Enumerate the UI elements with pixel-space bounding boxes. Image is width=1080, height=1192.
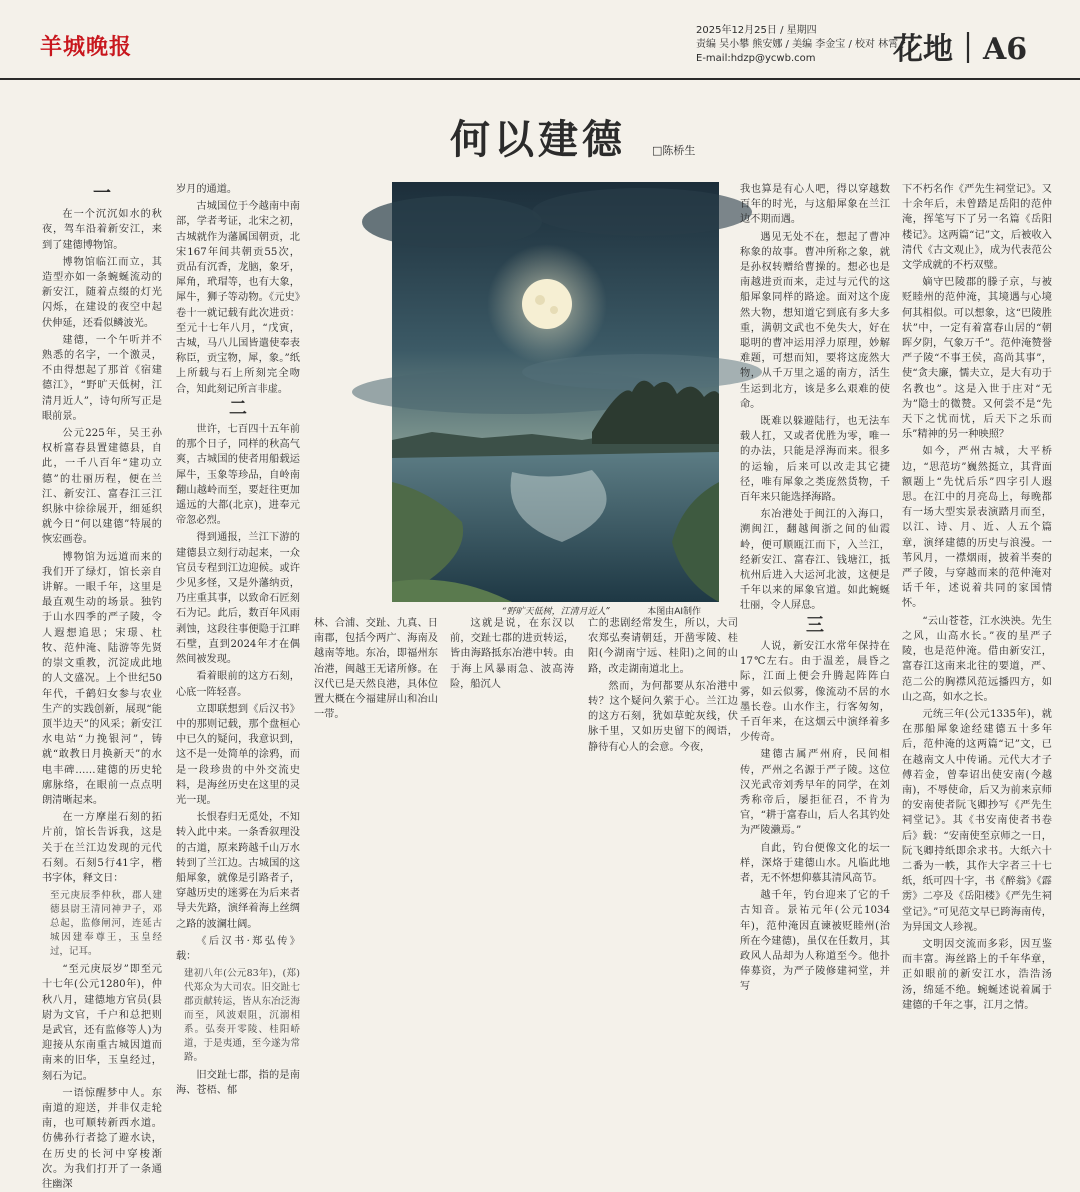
- paragraph: 我也算是有心人吧，得以穿越数百年的时光，与这船犀象在兰江边不期而遇。: [740, 184, 890, 226]
- section-mark-3: 三: [806, 614, 824, 636]
- article-byline: □陈桥生: [652, 144, 696, 157]
- article-title: 何以建德: [450, 116, 626, 163]
- moon: [522, 279, 572, 329]
- email-line[interactable]: E-mail:hdzp@ycwb.com: [696, 53, 816, 64]
- moon-river-artwork: [392, 182, 719, 602]
- paragraph: 林、合浦、交趾、九真、日南郡，包括今两广、海南及越南等地。东冶，即福州东冶港，闽越王无诸所修。在汉代已是天然良港，具体位置大概在今福建屏山和冶山一带。: [314, 618, 438, 721]
- paragraph: 遇见无处不在，想起了曹冲称象的故事。曹冲所称之象，就是孙权转赠给曹操的。想必也是南越进贡而来，走过与元代的这船犀象同样的路途。面对这个庞然大物，想知道它到底有多大多重，满朝文武也不免失大，好在聪明的曹冲运用浮力原理，妙解难题，可想而知，要将这庞然大物，从千万里之遥的南方，活生生运到北方，该是多么艰难的使命。: [740, 231, 890, 410]
- moonlit-river-illustration: [392, 182, 719, 602]
- paragraph: “至元庚辰岁”即至元十七年(公元1280年)，仲秋八月，建德地方官员(县尉为文官，千户和总把则是武官，还有监修等人)为迎接从东南重古城因道而南来的旧华，玉皇经过，刻石为记。: [42, 964, 162, 1082]
- paragraph: 越千年，钓台迎来了它的千古知音。景祐元年(公元1034年)，范仲淹因直谏被贬睦州(治所在今建德)，虽仅在任数月，其政风人品却为人称道至今。他扑俸募资，为严子陵修建祠堂，并写: [740, 890, 890, 993]
- paragraph: 如今，严州古城，大平桥边，“思范坊”巍然挺立，其背面额题上“先忧后乐”四字引人遐思。在江中的月亮岛上，每晚都有一场大型实景表演踏月而至，以江、诗、月、近、人五个篇章，演绎建德的历史与浪漫。一苇风月，一襟烟雨，披着半奏的严子陵，与穿越而来的范仲淹对话千年，述说着共同的家国情怀。: [902, 446, 1052, 610]
- paragraph: 岁月的通道。: [176, 184, 238, 195]
- text-column-2: [176, 182, 300, 1097]
- paragraph: 公元225年，吴王孙权析富春县置建德县，自此，一千八百年“建功立德”的壮丽历程，便在兰江、新安江、富春江三江织脉中徐徐展开，细延织就今日“何以建德”特展的恢宏画卷。: [42, 428, 162, 546]
- caption-text: “野旷天低树，江清月近人”: [502, 607, 611, 617]
- paragraph: 自此，钓台便像文化的坛一样，深烙于建德山水。凡临此地者，无不怀想仰慕其清风高节。: [740, 842, 890, 884]
- section-mark-2: 二: [229, 397, 247, 419]
- paragraph: 下不朽名作《严先生祠堂记》。又十余年后，未曾踏足岳阳的范仲淹，挥笔写下了另一名篇《岳阳楼记》。这两篇“记”文，后被收入清代《古文观止》，成为代表范公文学成就的不朽双璧。: [902, 184, 1052, 272]
- paragraph: 古城国位于今越南中南部，学者考证，北宋之初，古城就作为藩属国朝贡，北宋167年间共朝贡55次，贡品有沉香，龙脑，象牙，犀角，玳瑁等，也有大象，犀牛，狮子等动物。《元史》卷十一就记载有此次进贡：至元十七年八月，“戊寅，古城，马八儿国皆遣使奉表称臣，贡宝物，犀，象。”纸上所载与石上所刻完全吻合，知此刻记所言非虚。: [176, 201, 300, 395]
- paragraph: 博物馆为远道而来的我们开了绿灯，馆长亲自讲解。一眼千年，这里是最直观生动的场景。独钓于山水四季的严子陵，令人遐想追思；宋璟、杜牧、范仲淹、陆游等先贤的崇文重教，沉淀成此地的人文盛况。上个世纪50年代，千鹤妇女参与农业生产的实践创新，展现“能顶半边天”的风采；新安江水电站“力挽银河”，铸就“敢教日月换新天”的水电丰碑……建德的历史轮廓脉络，在眼前一点点明朗清晰起来。: [42, 551, 162, 806]
- paragraph: 东冶港处于闽江的入海口，溯闽江，翻越闽浙之间的仙霞岭，便可顺瓯江而下，入兰江，经新安江、富春江、钱塘江，抵杭州后进入大运河北波，这便是千年以来的犀象官道。如此蜿蜒壮丽，令人屏息。: [740, 509, 890, 612]
- paragraph: 长恨春归无觅处，不知转入此中来。一条香叙理没的古道，原来跨越千山万水转到了兰江边。古城国的这船犀象，就像是引路者子，穿越历史的迷雾在为后来者导夫先路，演绎着海上丝绸之路的波澜壮阔。: [176, 812, 300, 930]
- paragraph: 在一方摩崖石刻的拓片前，馆长告诉我，这是关于在兰江边发现的元代石刻。石刻5行41字，楷书字体，释文日：: [42, 812, 162, 884]
- editors-line: 责编 吴小攀 熊安娜 / 美编 李金宝 / 校对 林霄: [696, 39, 899, 50]
- section-mark-1: 一: [93, 183, 111, 204]
- inscription-quote: 至元庚辰季仲秋，郡人建德县尉王清同神尹子，邓总起，监修闸河，连延古城因建奉尊王，玉皇经过，记耳。: [50, 890, 162, 958]
- paragraph: 既难以躲避陆行，也无法车载人扛，又或者优胜为零，唯一的办法，只能是浮海而来。很多的运输，后来可以改走其它捷径，唯有犀象之类庞然货物，千百年来只能选择海路。: [740, 416, 890, 504]
- text-column-3: [314, 616, 574, 772]
- paragraph: 建德古属严州府，民间相传，严州之名源于严子陵。这位汉光武帝刘秀早年的同学，在刘秀称帝后，屡拒征召，不肯为官，“耕于富春山，后人名其钓处为严陵濑焉。”: [740, 749, 890, 837]
- paragraph: 人说，新安江水常年保持在17℃左右。由于温差，晨昏之际，江面上便会升腾起阵阵白雾，如云似雾，像流动不居的水墨长卷。山水作主，行客匆匆，千百年来，在这烟云中演绎着多少传奇。: [740, 640, 890, 744]
- history-quote: 建初八年(公元83年)，(郑)代郑众为大司农。旧交趾七郡贡献转运，皆从东冶泛海而至，风波艰阻，沉溺相系。弘奏开零陵、桂阳峤道，于是夷通，至今遂为常路。: [184, 968, 300, 1064]
- text-column-5: [740, 182, 890, 993]
- section-label: 花地｜A6: [893, 32, 1028, 67]
- text-column-4: [588, 616, 738, 772]
- paragraph: 元统三年(公元1335年)，就在那船犀象途经建德五十多年后，范仲淹的这两篇“记”文，已在越南文人中传诵。元代大才子傅若金，曾奉诏出使安南(今越南)，不辱使命，后又为前来京师的安南使者阮飞卿抄写《严先生祠堂记》。其《书安南使者书卷后》载：“安南使至京师之一日，阮飞卿持纸即余求书。大纸六十二番为一帙，其作大字者三十七纸，纸可四十字，书《醉翁》《霹雳》二亭及《岳阳楼》《严先生祠堂记》。”可见范文早已跨海南传，为异国文人珍视。: [902, 708, 1052, 933]
- paragraph: 在一个沉沉如水的秋夜，驾车沿着新安江，来到了建德博物馆。: [42, 209, 162, 251]
- paragraph: 嫡守巴陵郡的滕子京，与被贬睦州的范仲淹，其境遇与心境何其相似。可以想象，这“巴陵胜状”中，一定有着富春山居的“朝晖夕阴，气象万千”。范仲淹赞誉严子陵“不事王侯，高尚其事”，使“贪夫廉，懦夫立，是大有功于名教也”。这是入世于庄对“无为”隐士的微赞。又何尝不是“先天下之忧而忧，后天下之乐而乐”精神的另一种映照？: [902, 277, 1052, 441]
- paragraph: 亡的悲剧经常发生，所以，大司农郑弘奏请朝廷，开凿零陵、桂阳(今湖南宁远、桂阳)之间的山路，改走湖南道北上。: [588, 618, 738, 675]
- paragraph: 立即联想到《后汉书》中的那则记载，那个盘桓心中已久的疑问，我意识到，这不是一处简单的涂鸦，而是一段珍贵的中外交流史料，是海丝历史在这里的灵光一现。: [176, 703, 300, 806]
- newspaper-logo: 羊城晚报: [40, 34, 133, 60]
- paragraph: 得到通报，兰江下游的建德县立刻行动起来，一众官员专程到江边迎候。或许少见多怪，又是外藩纳贡，乃庄重其事，以致命石匠刻石为记。此后，数百年风雨剥蚀，这段往事便隐于江畔石壁，直到2024年才在偶然间被发现。: [176, 532, 300, 666]
- date-line: 2025年12月25日 / 星期四: [696, 25, 817, 36]
- paragraph: 《后汉书·郑弘传》载：: [176, 935, 300, 962]
- paragraph: 一语惊醒梦中人。东南道的迎送，并非仅走轮南，也可顺转新西水道。仿佛孙行者捻了避水诀，在历史的长河中穿梭渐次。为我们打开了一条通往幽深: [42, 1087, 162, 1190]
- paragraph: 然而，为何都要从东冶港中转？这个疑问久萦于心。兰江边的这方石刻，犹如草蛇灰线，伏脉千里，又如历史留下的阀语，静待有心人的会意。今夜，: [588, 680, 738, 753]
- text-column-1: [42, 182, 162, 1190]
- paragraph: 世许，七百四十五年前的那个日子，同样的秋高气爽，古城国的使者用船载运犀牛，玉象等珍品，自岭南翻山越岭而至，要赶往更加遥远的大都(北京)，进奉元帝忽必烈。: [176, 424, 300, 527]
- issue-meta: [696, 24, 898, 66]
- text-column-6: [902, 182, 1052, 1011]
- paragraph: “云山苍苍，江水泱泱。先生之风，山高水长。”夜的星严子陵，也是范仲淹。借由新安江，富春江这南来北往的要道，严、范二公的胸襟风范远播四方，如山之高，如水之长。: [902, 615, 1052, 703]
- paragraph: 看着眼前的这方石刻，心底一阵轻喜。: [176, 671, 300, 698]
- paragraph: 这就是说，在东汉以前，交趾七郡的进贡转运，皆由海路抵东冶港中转。由于海上风暴雨急、波高涛险，船沉人: [450, 618, 574, 690]
- caption-credit: 本图由AI制作: [647, 607, 701, 617]
- paragraph: 旧交趾七郡，指的是南海、苍梧、郁: [176, 1070, 300, 1097]
- masthead: [0, 0, 1080, 80]
- paragraph: 文明因交流而多彩，因互鉴而丰富。海丝路上的千年华章，正如眼前的新安江水，浩浩汤汤，绵延不绝。蜿蜒述说着属于建德的千年之事，江月之情。: [902, 938, 1052, 1011]
- paragraph: 建德，一个午听并不熟悉的名字，一个激灵，不由得想起了那首《宿建德江》，“野旷天低树，江清月近人”，诗句所写正是眼前景。: [42, 334, 162, 422]
- paragraph: 博物馆临江而立，其造型亦如一条蜿蜒流动的新安江，随着点缀的灯光闪烁，在建设的夜空中起伏伸延，还看似鳞波光。: [42, 256, 162, 329]
